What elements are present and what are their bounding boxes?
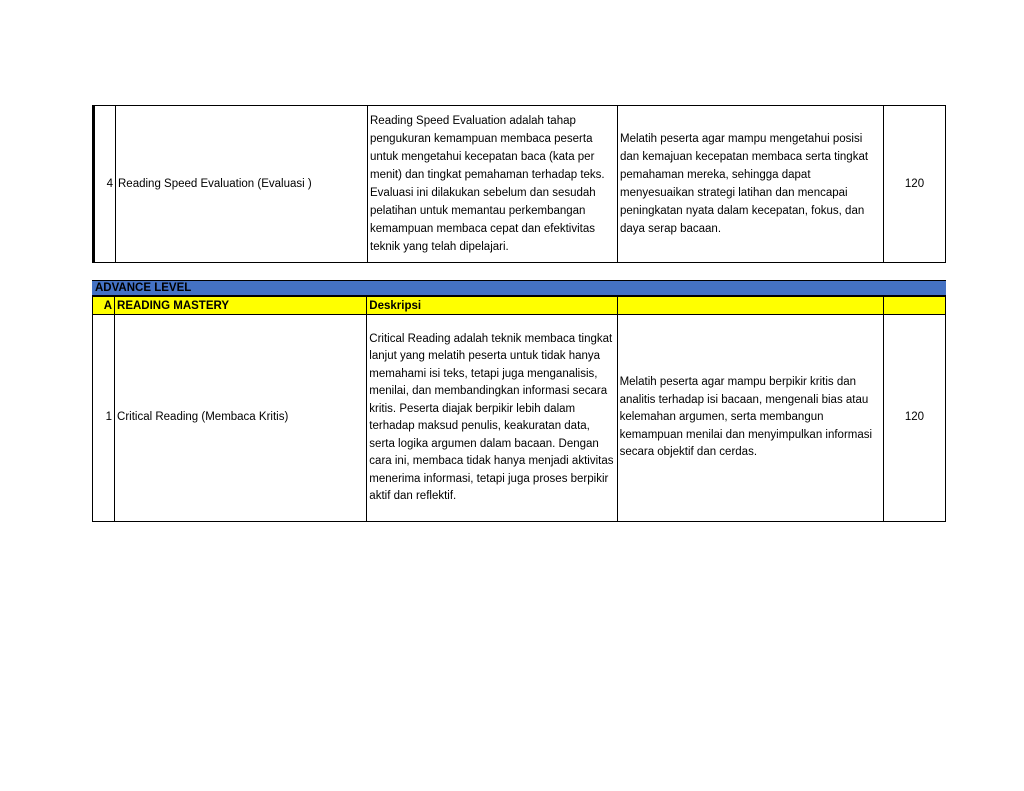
topic-cell: Reading Speed Evaluation (Evaluasi ) [116,106,368,263]
row-number: 4 [94,106,116,263]
description-cell: Reading Speed Evaluation adalah tahap pengukuran kemampuan membaca peserta untuk mengetahui kecepatan baca (kata per menit) dan tingkat pemahaman terhadap teks. Evaluasi ini dilakukan sebelum dan sesudah pelatihan untuk memantau perkembangan kemampuan membaca cepat dan efektivitas teknik yang telah dipelajari. [368,106,618,263]
table-row [93,315,946,522]
header-module: READING MASTERY [115,297,367,315]
duration-cell: 120 [884,106,946,263]
header-goal [617,297,883,315]
table-row [94,106,946,263]
advance-level-table [92,296,946,522]
row-number: 1 [93,315,115,522]
header-code: A [93,297,115,315]
table-header-row [93,297,946,315]
section-title-band: ADVANCE LEVEL [92,280,946,296]
topic-cell: Critical Reading (Membaca Kritis) [115,315,367,522]
goal-cell: Melatih peserta agar mampu berpikir kritis dan analitis terhadap isi bacaan, mengenali bias atau kelemahan argumen, serta membangun kemampuan menilai dan menyimpulkan informasi secara objektif dan cerdas. [617,315,883,522]
header-description: Deskripsi [367,297,617,315]
description-cell: Critical Reading adalah teknik membaca tingkat lanjut yang melatih peserta untuk tidak hanya memahami isi teks, tetapi juga menganalisis, menilai, dan membandingkan informasi secara kritis. Peserta diajak berpikir lebih dalam terhadap maksud penulis, keakuratan data, serta logika argumen dalam bacaan. Dengan cara ini, membaca tidak hanya menjadi aktivitas menerima informasi, tetapi juga proses berpikir aktif dan reflektif. [367,315,617,522]
goal-cell: Melatih peserta agar mampu mengetahui posisi dan kemajuan kecepatan membaca serta tingkat pemahaman mereka, sehingga dapat menyesuaikan strategi latihan dan mencapai peningkatan nyata dalam kecepatan, fokus, dan daya serap bacaan. [618,106,884,263]
duration-cell: 120 [883,315,945,522]
training-table-continued [92,105,946,263]
header-duration [883,297,945,315]
